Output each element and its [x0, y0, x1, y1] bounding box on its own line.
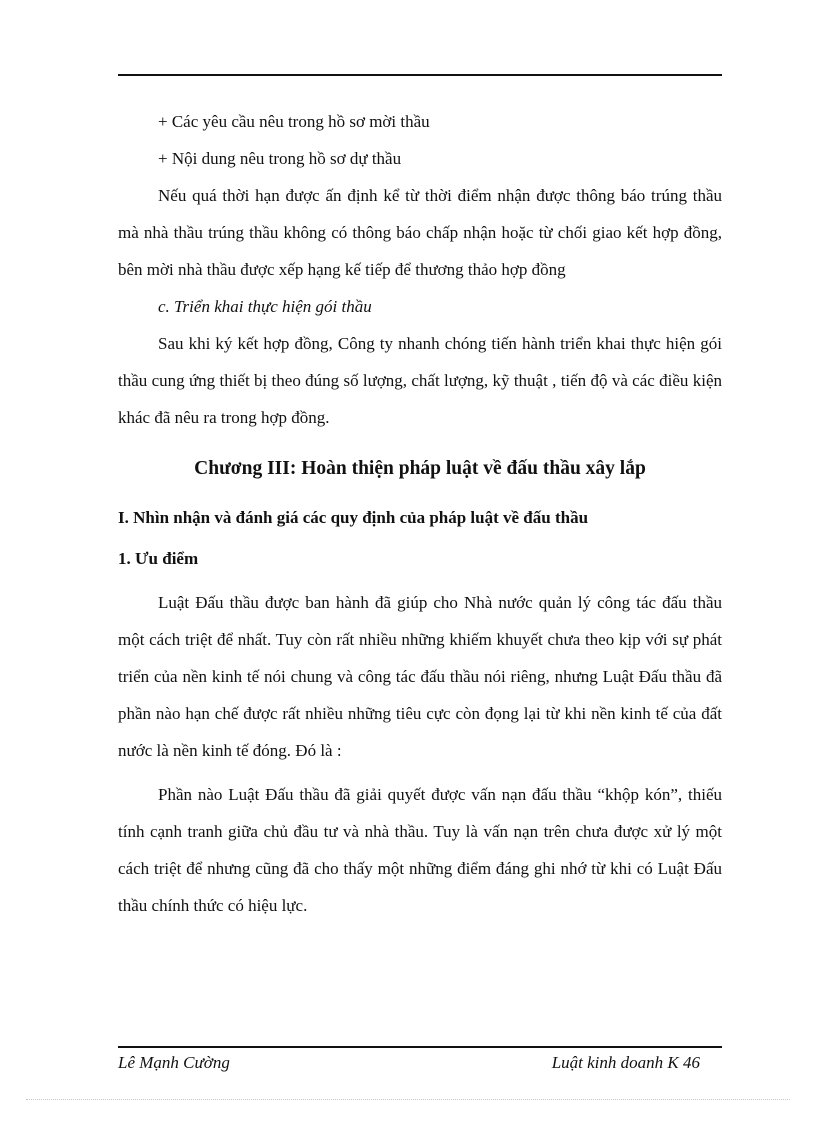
footer-course: Luật kinh doanh K 46 — [551, 1053, 700, 1072]
header-rule — [118, 74, 722, 76]
section-heading: I. Nhìn nhận và đánh giá các quy định của pháp luật về đấu thầu — [118, 508, 589, 527]
item-c-heading: c. Triển khai thực hiện gói thầu — [158, 297, 372, 316]
page-body — [118, 103, 722, 924]
bullet-requirements: + Các yêu cầu nêu trong hồ sơ mời thầu — [158, 112, 430, 131]
page-edge-divider — [26, 1099, 790, 1100]
paragraph-resolution: Phần nào Luật Đấu thầu đã giải quyết được vấn nạn đấu thầu “khộp kón”, thiếu tính cạnh tranh giữa chủ đầu tư và nhà thầu. Tuy là vấn nạn trên chưa được xử lý một cách triệt để nhưng cũng đã cho thấy một những điểm đáng ghi nhớ từ khi có Luật Đấu thầu chính thức có hiệu lực. — [118, 785, 722, 915]
paragraph-deadline: Nếu quá thời hạn được ấn định kể từ thời điểm nhận được thông báo trúng thầu mà nhà thầu trúng thầu không có thông báo chấp nhận hoặc từ chối giao kết hợp đồng, bên mời nhà thầu được xếp hạng kế tiếp để thương thảo hợp đồng — [118, 186, 722, 279]
footer-author: Lê Mạnh Cường — [118, 1053, 230, 1072]
chapter-title: Chương III: Hoàn thiện pháp luật về đấu thầu xây lắp — [194, 458, 646, 479]
paragraph-implementation: Sau khi ký kết hợp đồng, Công ty nhanh chóng tiến hành triển khai thực hiện gói thầu cung ứng thiết bị theo đúng số lượng, chất lượng, kỹ thuật , tiến độ và các điều kiện khác đã nêu ra trong hợp đồng. — [118, 334, 722, 427]
bullet-bid-content: + Nội dung nêu trong hồ sơ dự thầu — [158, 149, 402, 168]
subsection-heading: 1. Ưu điểm — [118, 549, 199, 568]
paragraph-advantages: Luật Đấu thầu được ban hành đã giúp cho Nhà nước quản lý công tác đấu thầu một cách triệt để nhất. Tuy còn rất nhiều những khiếm khuyết chưa theo kịp với sự phát triển của nền kinh tế nói chung và công tác đấu thầu nói riêng, nhưng Luật Đấu thầu đã phần nào hạn chế được rất nhiều những tiêu cực còn đọng lại từ khi nền kinh tế của đất nước là nền kinh tế đóng. Đó là : — [118, 593, 722, 760]
